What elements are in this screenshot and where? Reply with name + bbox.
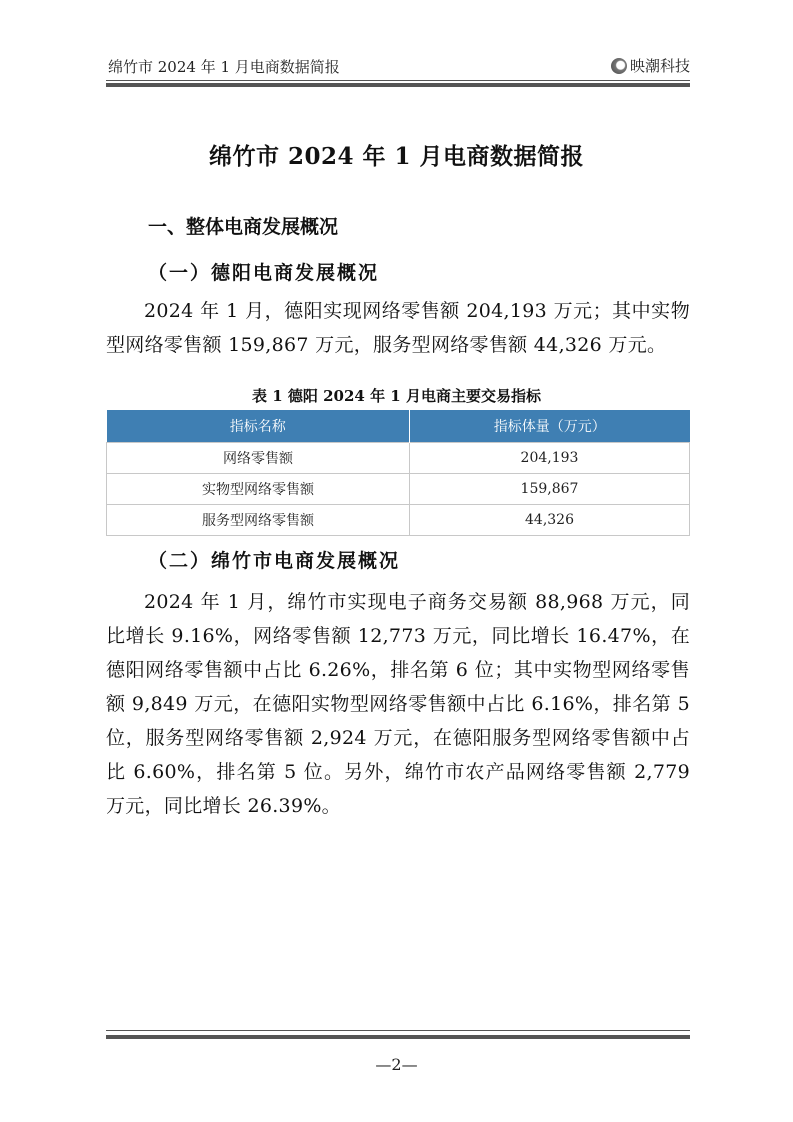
header-logo — [611, 55, 690, 76]
paragraph-mianzhu-text: 2024 年 1 月，绵竹市实现电子商务交易额 88,968 万元，同比增长 9.16%，网络零售额 12,773 万元，同比增长 16.47%，在德阳网络零售额中占比 6.26%，排名第 6 位；其中实物型网络零售额 9,849 万元，在德阳实物型网络零售额中占比 6.16%，排名第 5 位，服务型网络零售额 2,924 万元，在德阳服务型网络零售额中占比 6.60%，排名第 5 位。另外，绵竹市农产品网络零售额 2,779 万元，同比增长 26.39%。 — [106, 591, 690, 817]
header-rule-thick — [106, 83, 690, 87]
table-row — [107, 443, 690, 474]
table-cell: 204,193 — [410, 443, 690, 474]
table-cell: 网络零售额 — [107, 443, 410, 474]
page-number: —2— — [375, 1055, 418, 1074]
table-row — [107, 505, 690, 536]
footer-rule-thick — [106, 1035, 690, 1039]
table-row — [107, 474, 690, 505]
table-cell: 44,326 — [410, 505, 690, 536]
logo-text: 映潮科技 — [629, 57, 690, 75]
table-header-cell: 指标名称 — [107, 410, 410, 443]
paragraph-mianzhu — [106, 585, 690, 823]
indicator-table — [106, 410, 690, 536]
header-rule-thin — [106, 80, 690, 81]
table-cell: 实物型网络零售额 — [107, 474, 410, 505]
subsection-heading-deyang: （一）德阳电商发展概况 — [148, 262, 380, 284]
table-caption: 表 1 德阳 2024 年 1 月电商主要交易指标 — [252, 387, 541, 405]
table-cell: 服务型网络零售额 — [107, 505, 410, 536]
table-header-cell: 指标体量（万元） — [410, 410, 690, 443]
logo-icon — [611, 58, 627, 74]
paragraph-deyang — [106, 294, 690, 362]
table-cell: 159,867 — [410, 474, 690, 505]
document-title: 绵竹市 2024 年 1 月电商数据简报 — [208, 143, 585, 170]
subsection-heading-mianzhu: （二）绵竹市电商发展概况 — [148, 550, 401, 572]
section-heading-overview: 一、整体电商发展概况 — [148, 216, 339, 238]
footer-rule-thin — [106, 1030, 690, 1031]
paragraph-deyang-text: 2024 年 1 月，德阳实现网络零售额 204,193 万元；其中实物型网络零售额 159,867 万元，服务型网络零售额 44,326 万元。 — [106, 300, 690, 356]
header-title: 绵竹市 2024 年 1 月电商数据简报 — [108, 58, 340, 76]
page-header — [106, 52, 690, 78]
table-header-row — [107, 410, 690, 443]
